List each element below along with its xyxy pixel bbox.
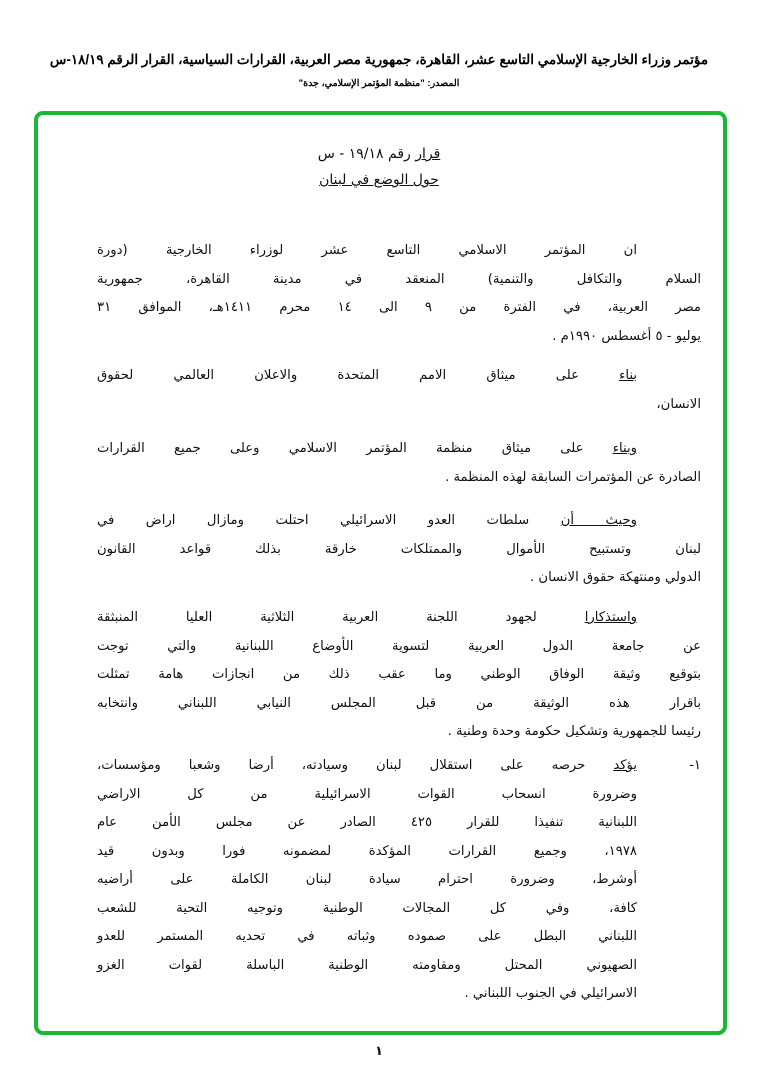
paragraph-line: بناء على ميثاق الامم المتحدة والاعلان العالمي لحقوق — [97, 368, 637, 383]
recital-lead-word: وحيث أن — [560, 513, 637, 528]
recital-paragraph — [97, 604, 701, 747]
recital-lead-word: بناء — [619, 368, 637, 383]
paragraph-line: وبناء على ميثاق منظمة المؤتمر الاسلامي وعلى جميع القرارات — [97, 441, 637, 456]
document-source: المصدر: "منظمة المؤتمر الإسلامي، جدة" — [298, 78, 460, 89]
paragraph-line: الاسرائيلي في الجنوب اللبناني . — [464, 986, 637, 1001]
paragraph-line: باقرار هذه الوثيقة من قبل المجلس النيابي اللبناني وانتخابه — [97, 695, 701, 711]
paragraph-line: مصر العربية، في الفترة من ٩ الى ١٤ محرم ١٤١١هـ، الموافق ٣١ — [97, 300, 701, 315]
paragraph-line: رئيسا للجمهورية وتشكيل حكومة وحدة وطنية . — [447, 724, 701, 739]
document-header-title: مؤتمر وزراء الخارجية الإسلامي التاسع عشر، القاهرة، جمهورية مصر العربية، القرارات السياسية، القرار الرقم ١٨/١٩-س — [49, 52, 709, 67]
paragraph-line: الدولي ومنتهكة حقوق الانسان . — [530, 570, 701, 585]
paragraph-line: ان المؤتمر الاسلامي التاسع عشر لوزراء الخارجية (دورة — [97, 243, 637, 258]
clause-lead-word: يؤكد — [613, 758, 637, 773]
paragraph-line: يوليو - ٥ أغسطس ١٩٩٠م . — [552, 328, 701, 344]
resolution-title — [0, 146, 758, 162]
paragraph-line: أوشرط، وضرورة احترام سيادة لبنان الكاملة على أراضيه — [97, 872, 637, 887]
preamble-paragraph — [97, 237, 701, 351]
paragraph-line: السلام والتكافل والتنمية) المنعقد في مدينة القاهرة، جمهورية — [97, 271, 701, 287]
recital-lead-word: واستذكارا — [584, 610, 637, 625]
paragraph-line: وضرورة انسحاب القوات الاسرائيلية من كل الاراضي — [97, 786, 637, 802]
clause-number: ١- — [689, 758, 701, 773]
page-number: ١ — [375, 1044, 383, 1059]
clause-body — [97, 752, 637, 1009]
recital-paragraph — [97, 362, 701, 419]
paragraph-line: كافة، وفي كل المجالات الوطنية وتوجيه التحية للشعب — [97, 900, 637, 916]
paragraph-line: الانسان، — [656, 396, 701, 412]
resolution-title-number: رقم ١٩/١٨ - س — [317, 146, 416, 162]
paragraph-line: ١٩٧٨، وجميع القرارات المؤكدة لمضمونه فورا وبدون قيد — [97, 843, 637, 859]
recital-paragraph — [97, 435, 701, 492]
paragraph-line: بتوقيع وثيقة الوفاق الوطني وما عقب ذلك من انجازات هامة تمثلت — [97, 667, 701, 682]
paragraph-line: يؤكد حرصه على استقلال لبنان وسيادته، أرضا وشعبا ومؤسسات، — [97, 758, 637, 773]
resolution-title-prefix: قرار — [415, 146, 441, 162]
paragraph-line: الصهيوني المحتل ومقاومته الوطنية الباسلة لقوات الغزو — [97, 957, 637, 973]
paragraph-line: لبنان وتستبيح الأموال والممتلكات خارقة بذلك قواعد القانون — [97, 541, 701, 557]
resolution-subtitle: حول الوضع في لبنان — [319, 172, 439, 188]
paragraph-line: اللبناني البطل على صموده وثباته في تحديه المستمر للعدو — [97, 929, 637, 944]
paragraph-line: اللبنانية تنفيذا للقرار ٤٢٥ الصادر عن مجلس الأمن عام — [97, 815, 637, 830]
paragraph-line: الصادرة عن المؤتمرات السابقة لهذه المنظمة . — [445, 469, 701, 485]
paragraph-line: عن جامعة الدول العربية لتسوية الأوضاع اللبنانية والتي توجت — [97, 638, 701, 654]
paragraph-line: وحيث أن سلطات العدو الاسرائيلي احتلت ومازال اراض في — [97, 513, 637, 528]
recital-paragraph — [97, 507, 701, 593]
paragraph-line: واستذكارا لجهود اللجنة العربية الثلاثية العليا المنبثقة — [97, 610, 637, 625]
recital-lead-word: وبناء — [612, 441, 637, 456]
